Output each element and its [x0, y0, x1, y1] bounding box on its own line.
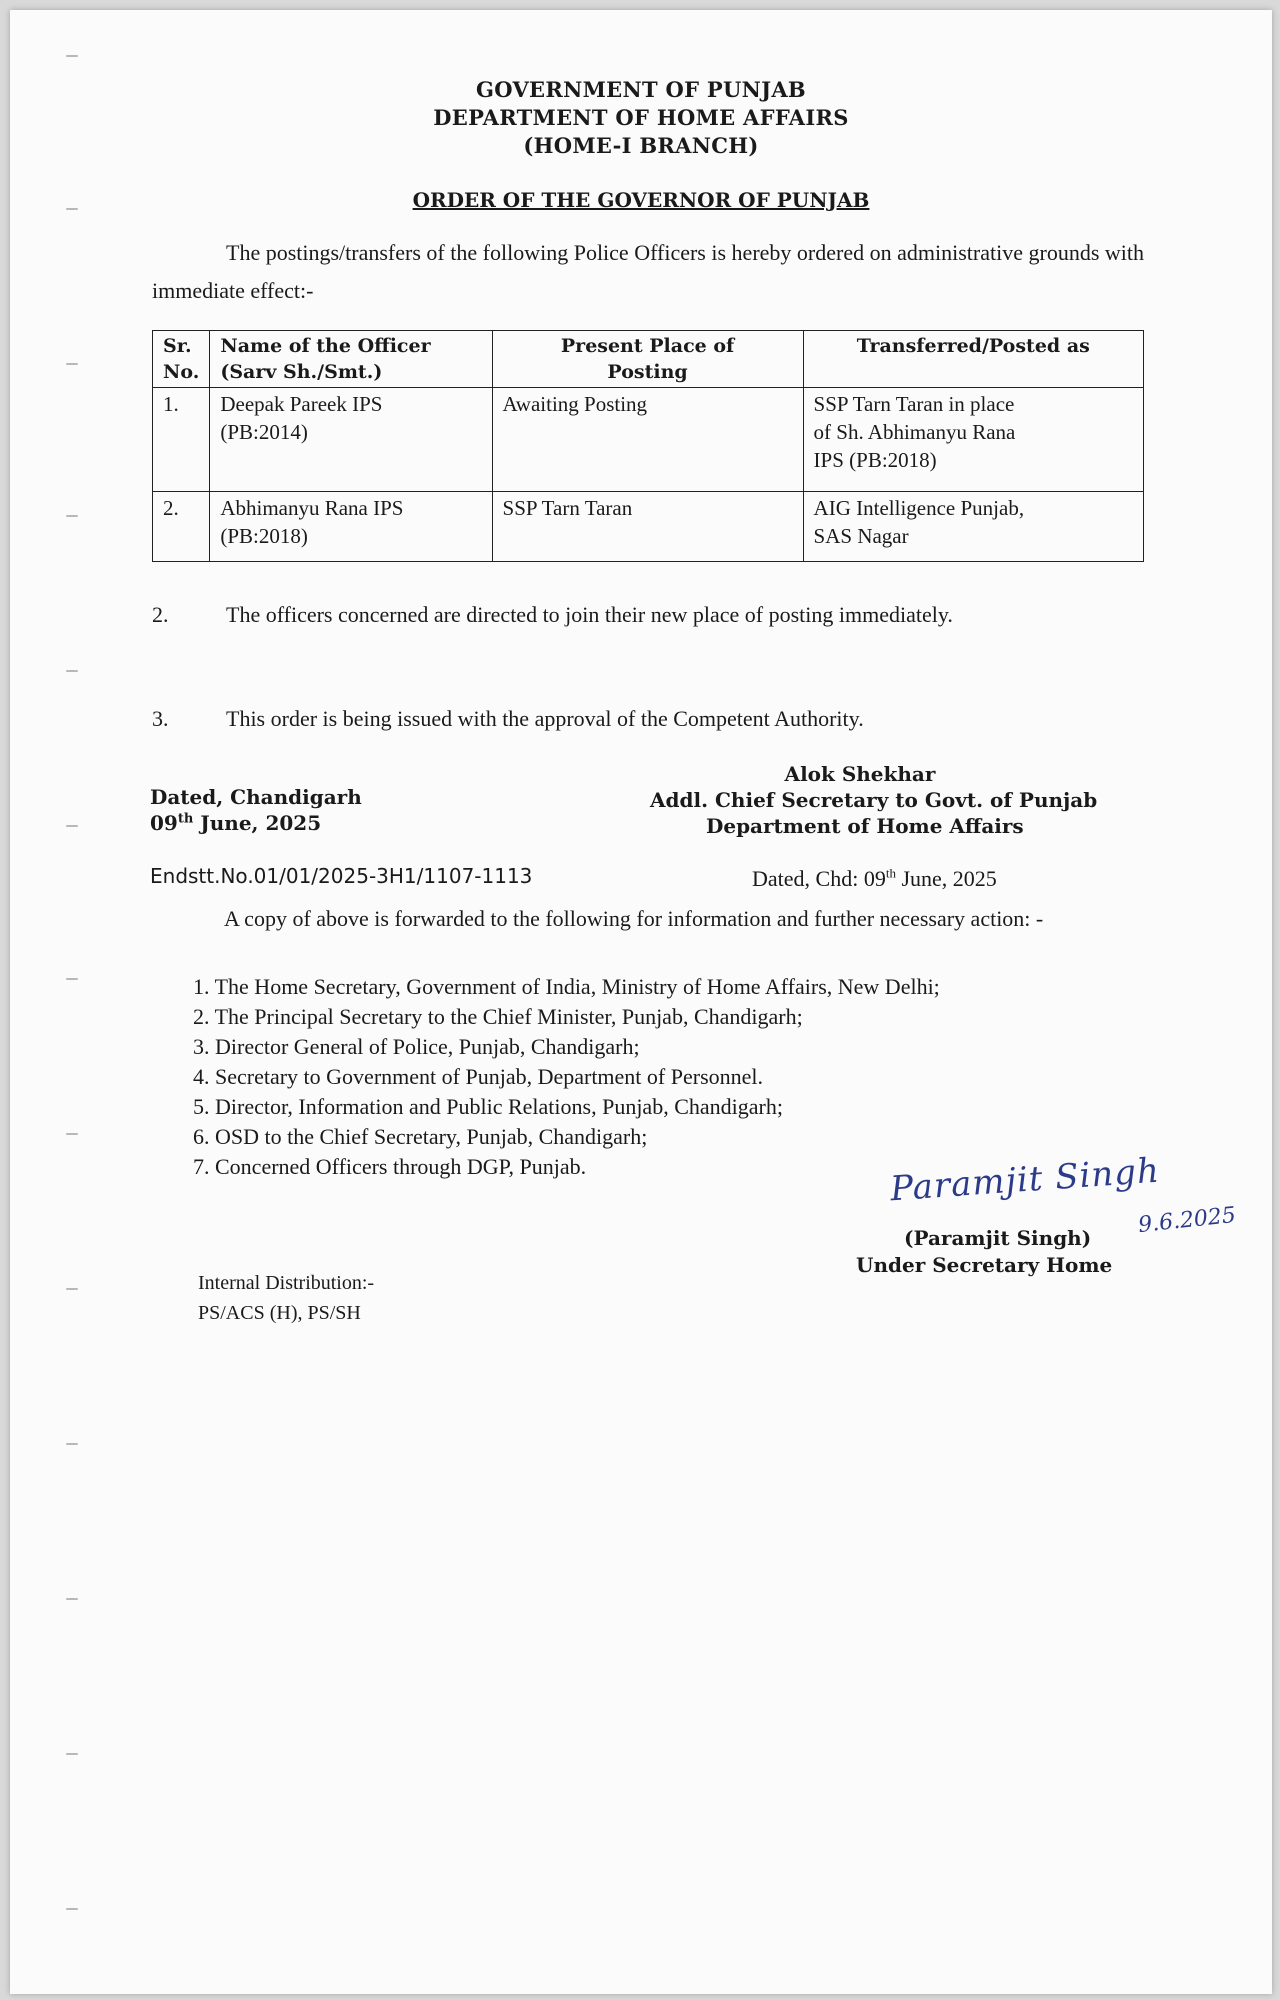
- margin-mark: [66, 55, 78, 57]
- para3-text: This order is being issued with the approval of the Competent Authority.: [226, 706, 864, 731]
- officer-name: Deepak Pareek IPS: [220, 392, 383, 416]
- table-header-row: [153, 331, 1144, 388]
- para2-text: The officers concerned are directed to join their new place of posting immediately.: [226, 602, 953, 627]
- postings-table: [152, 330, 1144, 562]
- intro-paragraph: The postings/transfers of the following Police Officers is hereby ordered on administrative grounds with immediate effect:-: [152, 240, 1144, 303]
- header-present-place: [492, 331, 803, 388]
- list-item: 1. The Home Secretary, Government of India, Ministry of Home Affairs, New Delhi;: [193, 974, 940, 999]
- internal-distribution-value: PS/ACS (H), PS/SH: [198, 1302, 361, 1324]
- margin-mark: [66, 363, 78, 365]
- transferred-line: of Sh. Abhimanyu Rana: [813, 420, 1016, 444]
- header-present-line1: Present Place of: [560, 335, 735, 357]
- dated-sup: th: [177, 811, 194, 827]
- signatory-name: Alok Shekhar: [784, 762, 936, 786]
- header-transferred: [803, 331, 1143, 388]
- officer-batch: (PB:2018): [220, 524, 308, 548]
- header-present-line2: Posting: [607, 361, 688, 383]
- margin-mark: [66, 670, 78, 672]
- margin-mark: [66, 1133, 78, 1135]
- undersigned-designation: Under Secretary Home: [856, 1253, 1113, 1277]
- cell-sr: 1.: [153, 388, 210, 492]
- table-row: [153, 492, 1144, 562]
- transferred-line: AIG Intelligence Punjab,: [813, 496, 1025, 520]
- dated-place: Dated, Chandigarh: [150, 785, 362, 809]
- header-department: DEPARTMENT OF HOME AFFAIRS: [433, 105, 849, 130]
- list-item: 6. OSD to the Chief Secretary, Punjab, Chandigarh;: [193, 1124, 648, 1149]
- cell-sr: 2.: [153, 492, 210, 562]
- cell-transferred: [803, 492, 1143, 562]
- margin-mark: [66, 1598, 78, 1600]
- para2-number: 2.: [152, 602, 169, 627]
- header-government: GOVERNMENT OF PUNJAB: [476, 77, 806, 102]
- officer-name: Abhimanyu Rana IPS: [220, 496, 404, 520]
- list-item: 4. Secretary to Government of Punjab, Department of Personnel.: [193, 1064, 764, 1089]
- signatory-designation: Addl. Chief Secretary to Govt. of Punjab: [650, 788, 1098, 812]
- endorsement-date-sup: th: [885, 865, 896, 881]
- handwritten-signature: Paramjit Singh: [888, 1150, 1162, 1210]
- list-item: 7. Concerned Officers through DGP, Punjab.: [193, 1154, 587, 1179]
- cell-officer-name: [210, 388, 492, 492]
- margin-mark: [66, 515, 78, 517]
- table-row: [153, 388, 1144, 492]
- para3-number: 3.: [152, 706, 169, 731]
- margin-mark: [66, 825, 78, 827]
- signatory-department: Department of Home Affairs: [706, 814, 1024, 838]
- margin-mark: [66, 1753, 78, 1755]
- copy-intro: A copy of above is forwarded to the following for information and further necessary action: -: [224, 906, 1044, 931]
- margin-mark: [66, 1288, 78, 1290]
- margin-mark: [66, 1908, 78, 1910]
- header-sr-line2: No.: [163, 361, 200, 383]
- document-page: [10, 10, 1272, 1994]
- internal-distribution-title: Internal Distribution:-: [198, 1272, 375, 1294]
- endorsement-date: [752, 866, 997, 892]
- list-item: 2. The Principal Secretary to the Chief Minister, Punjab, Chandigarh;: [193, 1004, 803, 1029]
- transferred-line: SSP Tarn Taran in place: [813, 392, 1015, 416]
- handwritten-date: 9.6.2025: [1136, 1202, 1238, 1239]
- officer-batch: (PB:2014): [220, 420, 308, 444]
- header-transferred-label: Transferred/Posted as: [856, 335, 1090, 357]
- endorsement-number: Endstt.No.01/01/2025-3H1/1107-1113: [150, 864, 533, 888]
- margin-mark: [66, 1443, 78, 1445]
- header-officer-name: [210, 331, 492, 388]
- header-name-line2: (Sarv Sh./Smt.): [220, 361, 383, 383]
- list-item: 5. Director, Information and Public Relations, Punjab, Chandigarh;: [193, 1094, 783, 1119]
- order-title: ORDER OF THE GOVERNOR OF PUNJAB: [412, 188, 870, 212]
- endorsement-date-prefix: Dated, Chd: 09: [752, 866, 886, 891]
- cell-present-place: SSP Tarn Taran: [492, 492, 803, 562]
- cell-present-place: Awaiting Posting: [492, 388, 803, 492]
- cell-officer-name: [210, 492, 492, 562]
- transferred-line: SAS Nagar: [813, 524, 909, 548]
- header-branch: (HOME-I BRANCH): [523, 133, 759, 158]
- header-sr-line1: Sr.: [163, 335, 192, 357]
- transferred-line: IPS (PB:2018): [813, 448, 937, 472]
- list-item: 3. Director General of Police, Punjab, Chandigarh;: [193, 1034, 640, 1059]
- dated-date: [150, 811, 321, 835]
- undersigned-name: (Paramjit Singh): [904, 1226, 1092, 1250]
- header-name-line1: Name of the Officer: [220, 335, 431, 357]
- endorsement-date-rest: June, 2025: [895, 866, 997, 891]
- copy-distribution-list: [193, 972, 940, 1182]
- margin-mark: [66, 978, 78, 980]
- dated-day: 09: [150, 811, 178, 835]
- header-sr-no: [153, 331, 210, 388]
- dated-rest: June, 2025: [193, 811, 322, 835]
- cell-transferred: [803, 388, 1143, 492]
